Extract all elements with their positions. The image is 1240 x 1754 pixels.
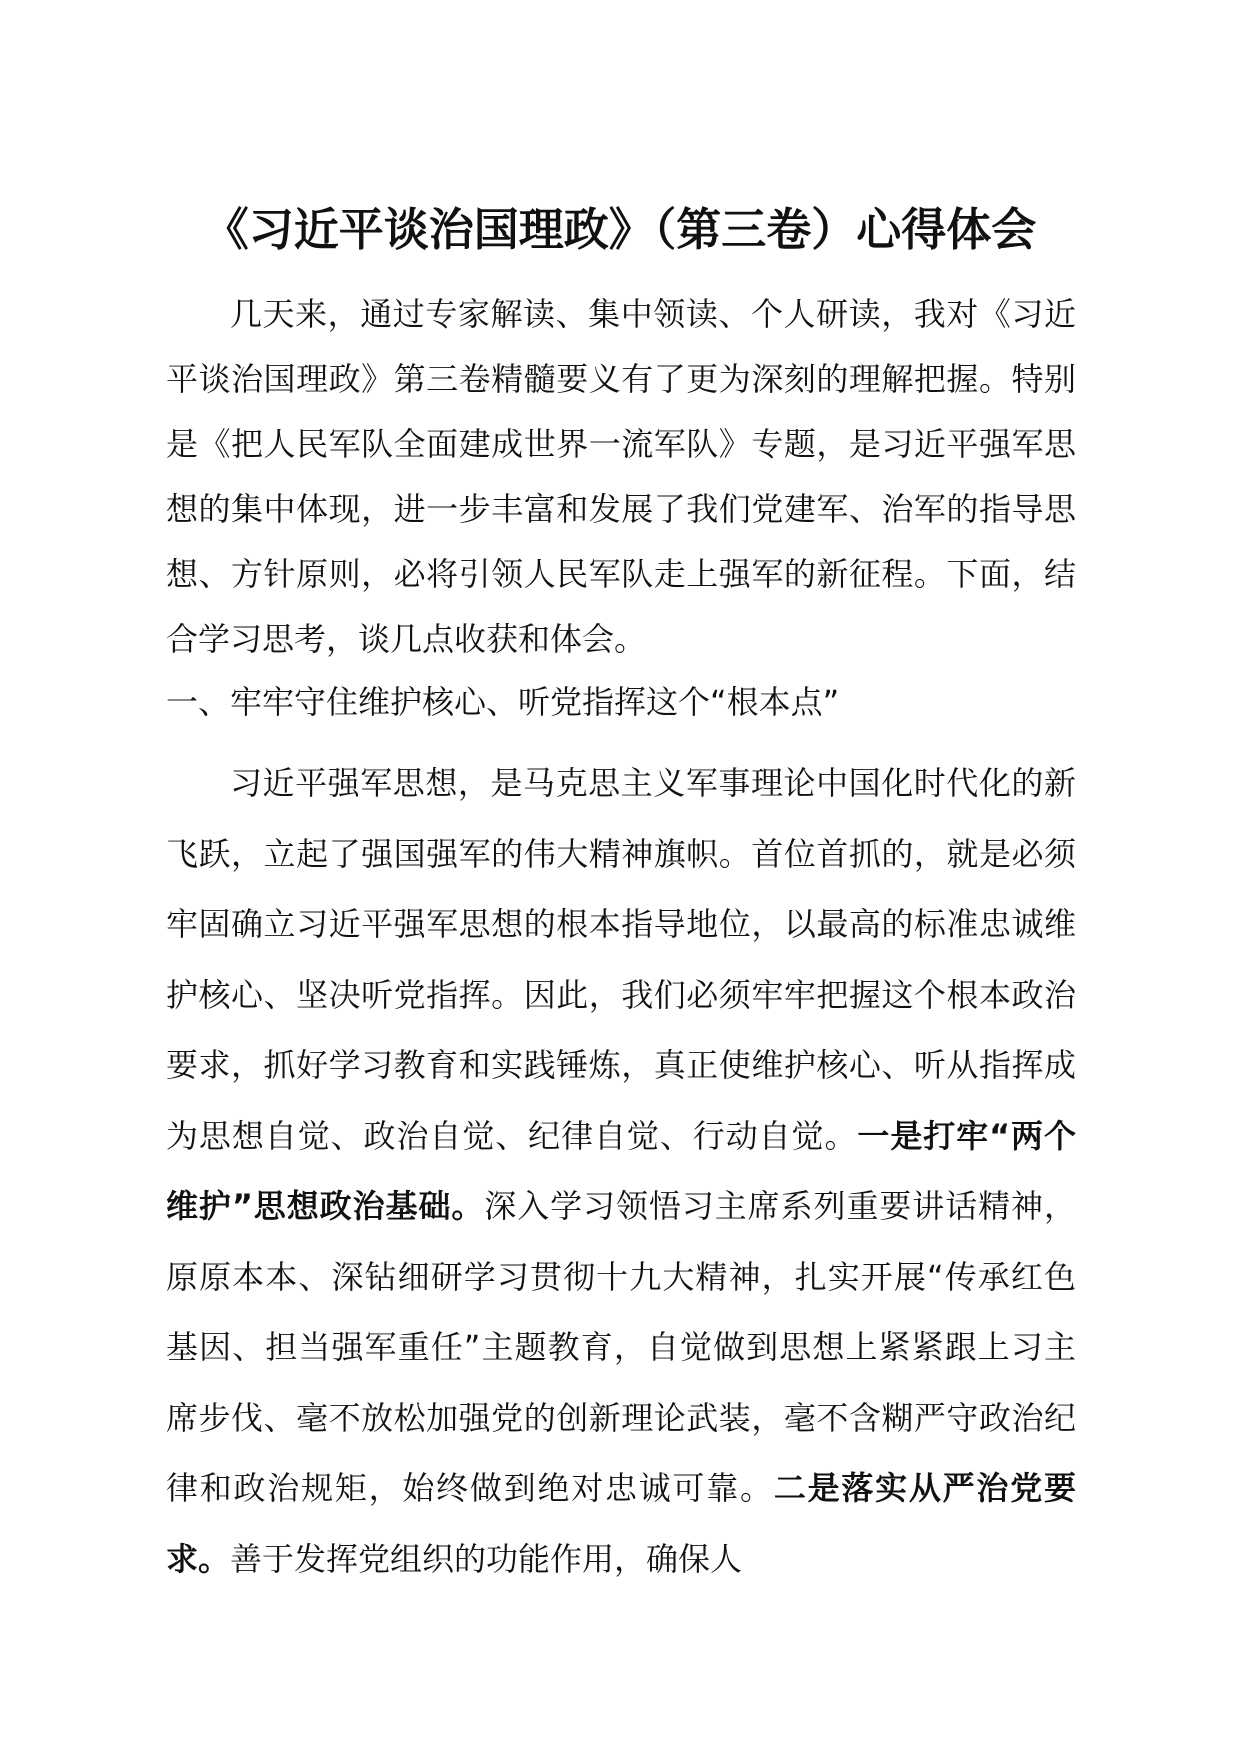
- point-1-text: 深入学习领悟习主席系列重要讲话精神，原原本本、深钻细研学习贯彻十九大精神，扎实开展“传承红色基因、担当强军重任”主题教育，自觉做到思想上紧紧跟上习主席步伐、毫不放松加强党的创新理论武装，毫不含糊严守政治纪律和政治规矩，始终做到绝对忠诚可靠。: [166, 1187, 1076, 1507]
- section-1-text: 习近平强军思想，是马克思主义军事理论中国化时代化的新飞跃，立起了强国强军的伟大精神旗帜。首位首抓的，就是必须牢固确立习近平强军思想的根本指导地位，以最高的标准忠诚维护核心、坚决听党指挥。因此，我们必须牢牢把握这个根本政治要求，抓好学习教育和实践锤炼，真正使维护核心、听从指挥成为思想自觉、政治自觉、纪律自觉、行动自觉。: [166, 764, 1076, 1155]
- point-2-lead: 二是落实从严治党要求。: [166, 1469, 1076, 1578]
- intro-paragraph: 几天来，通过专家解读、集中领读、个人研读，我对《习近平谈治国理政》第三卷精髓要义有了更为深刻的理解把握。特别是《把人民军队全面建成世界一流军队》专题，是习近平强军思想的集中体现，进一步丰富和发展了我们党建军、治军的指导思想、方针原则，必将引领人民军队走上强军的新征程。下面，结合学习思考，谈几点收获和体会。: [166, 295, 1076, 658]
- point-2-text: 善于发挥党组织的功能作用，确保人: [230, 1539, 743, 1578]
- section-1-heading: 一、牢牢守住维护核心、听党指挥这个“根本点”: [166, 683, 840, 721]
- point-1-lead: 一是打牢“两个维护”思想政治基础。: [166, 1116, 1076, 1225]
- document-title: 《习近平谈治国理政》（第三卷）心得体会: [203, 203, 1037, 256]
- section-1-paragraph: [166, 748, 1076, 1594]
